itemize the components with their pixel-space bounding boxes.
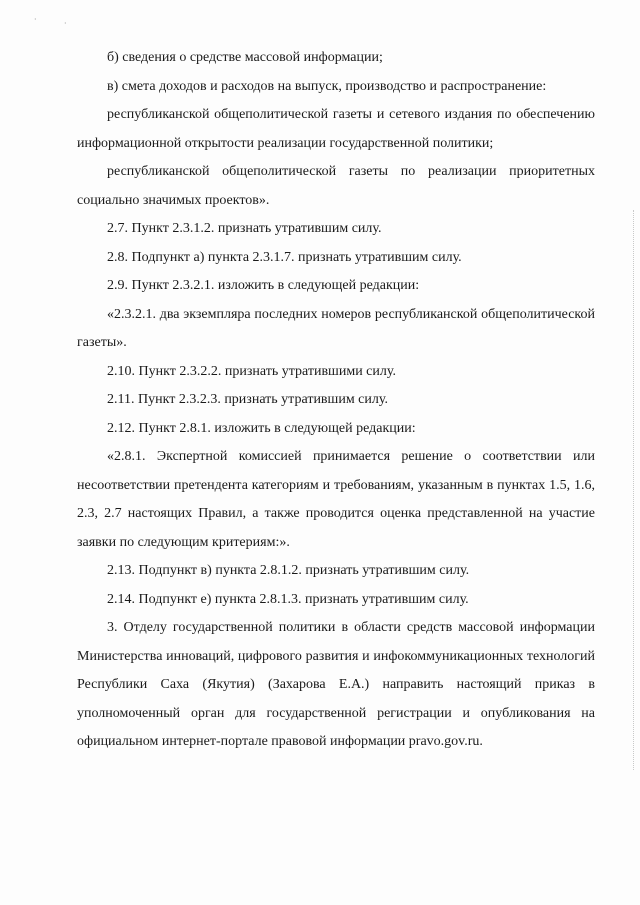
paragraph-2-9: 2.9. Пункт 2.3.2.1. изложить в следующей редакции:	[107, 278, 420, 293]
paragraph-2-12: 2.12. Пункт 2.8.1. изложить в следующей редакции:	[107, 420, 416, 436]
paragraph-newspaper-network: республиканской общеполитической газеты и сетевого издания по обеспечению информационной открытости реализации государственной политики;	[77, 107, 595, 151]
paragraph-2-13: 2.13. Подпункт в) пункта 2.8.1.2. признать утратившим силу.	[107, 563, 470, 578]
scan-speck-mark: ·	[34, 15, 37, 24]
scan-speck-mark: ·	[64, 19, 67, 28]
paragraph-2-11: 2.11. Пункт 2.3.2.3. признать утратившим силу.	[107, 392, 388, 407]
scan-edge-line	[633, 210, 634, 770]
paragraph-2-8-1-quote: «2.8.1. Экспертной комиссией принимается решение о соответствии или несоответствии претендента категориям и требованиям, указанным в пунктах 1.5, 1.6, 2.3, 2.7 настоящих Правил, а также проводится оценка представленной на участие заявки по следующим критериям:».	[77, 449, 595, 550]
paragraph-2-10: 2.10. Пункт 2.3.2.2. признать утратившими силу.	[107, 363, 396, 379]
paragraph-2-8: 2.8. Подпункт а) пункта 2.3.1.7. признать утратившим силу.	[107, 249, 462, 265]
paragraph-2-7: 2.7. Пункт 2.3.1.2. признать утратившим силу.	[107, 221, 382, 236]
paragraph-media-info: б) сведения о средстве массовой информации;	[107, 50, 383, 65]
paragraph-3-directive: 3. Отделу государственной политики в области средств массовой информации Министерства инноваций, цифрового развития и инфокоммуникационных технологий Республики Саха (Якутия) (Захарова Е.А.) направить настоящий приказ в уполномоченный орган для государственной регистрации и опубликования на официальном интернет-портале правовой информации pravo.gov.ru.	[77, 620, 595, 749]
paragraph-priority-projects: республиканской общеполитической газеты по реализации приоритетных социально значимых проектов».	[77, 164, 595, 208]
paragraph-2-3-2-1-quote: «2.3.2.1. два экземпляра последних номеров республиканской общеполитической газеты».	[77, 306, 595, 350]
paragraph-2-14: 2.14. Подпункт е) пункта 2.8.1.3. признать утратившим силу.	[107, 591, 469, 607]
document-body	[77, 44, 595, 757]
paragraph-budget-estimate: в) смета доходов и расходов на выпуск, производство и распространение:	[107, 78, 547, 94]
